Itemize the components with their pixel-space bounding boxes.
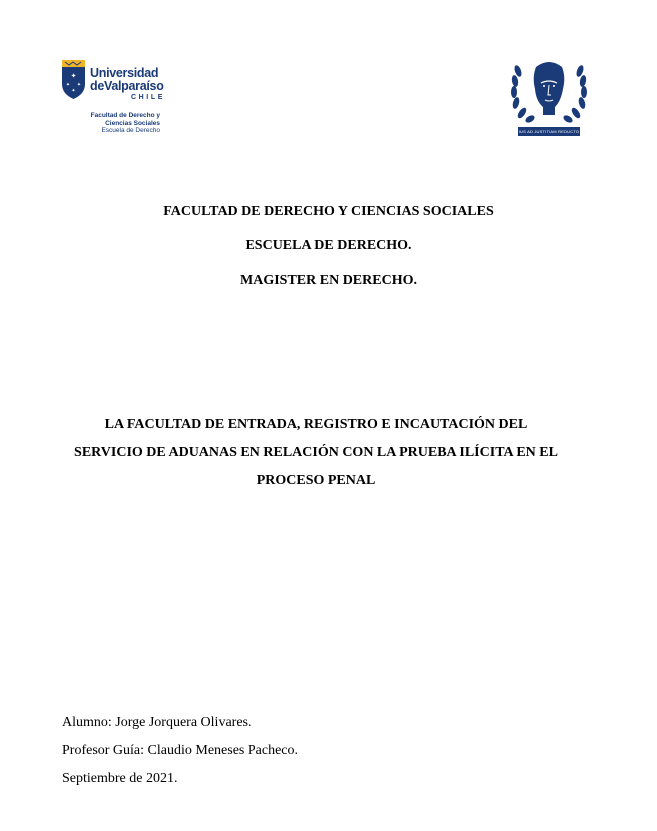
thesis-title-line: SERVICIO DE ADUANAS EN RELACIÓN CON LA PRUEBA ILÍCITA EN EL (74, 445, 558, 460)
university-wordmark (90, 67, 175, 101)
program-heading: MAGISTER EN DERECHO. (240, 273, 417, 288)
faculty-emblem (508, 57, 590, 141)
university-shield-icon (60, 58, 87, 100)
advisor-name: Profesor Guía: Claudio Meneses Pacheco. (62, 743, 298, 758)
laurel-head-icon (508, 57, 590, 129)
student-name: Alumno: Jorge Jorquera Olivares. (62, 715, 252, 730)
school-heading: ESCUELA DE DERECHO. (245, 238, 412, 253)
svg-text:✦: ✦ (71, 88, 76, 94)
thesis-title-line: PROCESO PENAL (256, 473, 376, 488)
svg-text:✦: ✦ (76, 82, 82, 88)
thesis-title (40, 411, 592, 495)
submission-date: Septiembre de 2021. (62, 771, 178, 786)
svg-text:✦: ✦ (70, 72, 77, 80)
svg-text:✦: ✦ (65, 82, 71, 88)
faculty-heading: FACULTAD DE DERECHO Y CIENCIAS SOCIALES (163, 204, 494, 219)
thesis-title-line: LA FACULTAD DE ENTRADA, REGISTRO E INCAUTACIÓN DEL (104, 417, 528, 432)
university-logo (60, 58, 170, 138)
university-name-line2: deValparaíso (90, 79, 164, 93)
faculty-label: Facultad de Derecho y Ciencias Sociales Escuela de Derecho (90, 112, 160, 134)
university-name-line1: Universidad (90, 66, 159, 80)
emblem-motto: IUS AD JUSTITIAM REDUCTO (518, 129, 580, 134)
university-country: CHILE (131, 94, 165, 101)
